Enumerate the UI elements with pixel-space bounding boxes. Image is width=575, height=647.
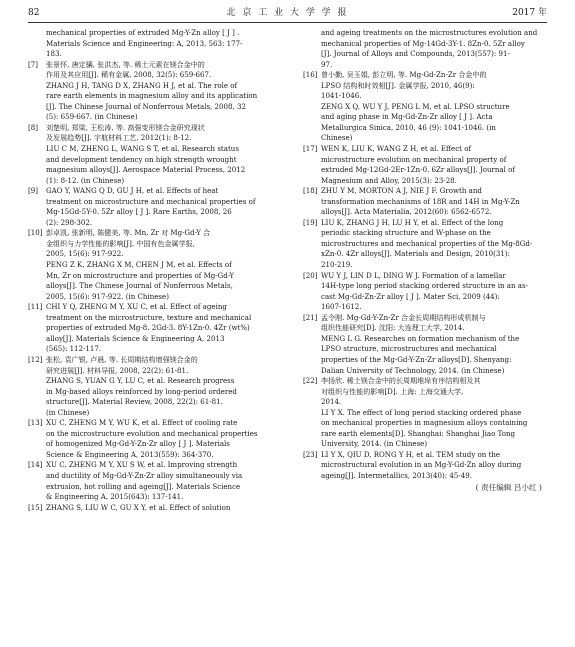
page-number: 82: [28, 8, 40, 18]
reference-entry: [28, 418, 275, 460]
reference-text-line: mechanical properties of Mg-14Gd-3Y-1. 8Zn-0. 5Zr alloy: [321, 38, 525, 48]
reference-line: [303, 450, 550, 461]
reference-text-line: microstructures and mechanical properties of the Mg-8Gd-: [321, 238, 533, 248]
reference-text-line: [J]. The Chinese Journal of Nonferrous Metals, 2008, 32: [46, 101, 246, 111]
reference-text-line: 张松, 袁广银, 卢晨, 等. 长周期结构增强镁合金的: [46, 354, 198, 364]
reference-text-line: 金组织与力学性能的影响[J]. 中国有色金属学报,: [46, 238, 195, 248]
header-rule: [28, 22, 547, 23]
reference-number: [11]: [28, 302, 43, 312]
reference-text-line: ageing[J]. Intermetallics, 2013(40): 45-49.: [321, 470, 472, 480]
reference-text-line: 刘楚明, 郑梁, 王松涛, 等. 高强变形镁合金研究现状: [46, 122, 205, 132]
reference-number: [10]: [28, 228, 43, 238]
reference-text-line: of homogenized Mg-Gd-Y-Zn-Zr alloy [ J ]. Materials: [46, 439, 230, 449]
reference-text-line: and aging phase in Mg-Gd-Zn-Zr alloy [ J ]. Acta: [321, 112, 493, 122]
reference-text-line: MENG L G. Researches on formation mechanism of the: [321, 333, 520, 343]
reference-text-line: 组织性能研究[D]. 沈阳: 大连理工大学, 2014.: [321, 323, 465, 333]
reference-entry: [303, 450, 550, 482]
reference-text-line: Magnesium and Alloy, 2015(3): 23-28.: [321, 175, 457, 185]
page-header: [28, 6, 547, 20]
reference-text-line: ZHANG S, LIU W C, GU X Y, et al. Effect of solution: [46, 502, 231, 512]
reference-text-line: 孟令刚. Mg-Gd-Y-Zn-Zr 合金长周期结构形成机制与: [321, 312, 486, 322]
reference-number: [23]: [303, 449, 318, 459]
reference-line: [28, 302, 275, 313]
reference-text-line: XU C, ZHENG M Y, XU S W, et al. Improving strength: [46, 460, 238, 470]
reference-text-line: 及发展趋势[J]. 宇航材料工艺, 2012(1): 8-12.: [46, 133, 192, 143]
reference-number: [9]: [28, 186, 38, 196]
reference-text-line: transformation mechanisms of 18R and 14H in Mg-Y-Zn: [321, 196, 520, 206]
reference-text-line: LI Y X, QIU D, RONG Y H, et al. TEM study on the: [321, 449, 501, 459]
reference-text-line: 曾小勤, 吴玉娟, 彭立明, 等. Mg-Gd-Zn-Zr 合金中的: [321, 70, 487, 80]
reference-text-line: ZENG X Q, WU Y J, PENG L M, et al. LPSO structure: [321, 101, 510, 111]
reference-text-line: 彭卓凯, 张新明, 陈健美, 等. Mn, Zr 对 Mg-Gd-Y 合: [46, 228, 211, 238]
reference-text-line: WU Y J, LIN D L, DING W J. Formation of a lamellar: [321, 270, 506, 280]
reference-text-line: 研究进展[J]. 材料导报, 2008, 22(2): 61-81.: [46, 365, 189, 375]
reference-number: [8]: [28, 122, 38, 132]
reference-text-line: structure[J]. Material Review, 2008, 22(2): 61-81.: [46, 397, 223, 407]
reference-text-line: [J]. Journal of Alloys and Compounds, 2013(557): 91-: [321, 49, 510, 59]
reference-text-line: mechanical properties of extruded Mg-Y-Zn alloy [ J ] .: [46, 28, 240, 37]
reference-line: [303, 70, 550, 81]
reference-text-line: periodic stacking structure and W-phase on the: [321, 228, 491, 238]
reference-text-line: on the microstructure evolution and mechanical properties: [46, 428, 258, 438]
reference-text-line: and ageing treatments on the microstructures evolution and: [321, 28, 538, 37]
reference-text-line: 1607-1612.: [321, 302, 362, 312]
reference-text-line: in Mg-based alloys reinforced by long-period ordered: [46, 386, 237, 396]
reference-text-line: 2005, 15(6): 917-922. (in Chinese): [46, 291, 169, 301]
reference-line: [303, 313, 550, 324]
reference-text-line: LIU K, ZHANG J H, LU H Y, et al. Effect of the long: [321, 217, 504, 227]
reference-text-line: GAO Y, WANG Q D, GU J H, et al. Effects of heat: [46, 186, 219, 196]
reference-line: [28, 60, 275, 71]
reference-entry: [303, 144, 550, 186]
reference-text-line: Metallurgica Sinica, 2010, 46 (9): 1041-1046. (in: [321, 122, 496, 132]
reference-text-line: ZHU Y M, MORTON A J, NIE J F. Growth and: [321, 186, 482, 196]
reference-number: [14]: [28, 460, 43, 470]
reference-text-line: XU C, ZHENG M Y, WU K, et al. Effect of cooling rate: [46, 418, 238, 428]
reference-text-line: CHI Y Q, ZHENG M Y, XU C, et al. Effect of ageing: [46, 302, 227, 312]
reference-text-line: ZHANG J H, TANG D X, ZHANG H J, et al. The role of: [46, 80, 238, 90]
reference-text-line: Science & Engineering A, 2013(559): 364-370.: [46, 449, 214, 459]
reference-line: [303, 271, 550, 282]
reference-line: [28, 228, 275, 239]
reference-text-line: extrusion, hot rolling and ageing[J]. Materials Science: [46, 481, 241, 491]
reference-text-line: (in Chinese): [46, 407, 90, 417]
reference-text-line: 183.: [46, 49, 62, 59]
reference-number: [12]: [28, 354, 43, 364]
reference-line: [28, 418, 275, 429]
reference-text-line: 2005, 15(6): 917-922.: [46, 249, 124, 259]
reference-number: [19]: [303, 217, 318, 227]
reference-text-line: microstructure evolution on mechanical property of: [321, 154, 507, 164]
reference-text-line: LPSO 结构和时效相[J]. 金属学报, 2010, 46(9):: [321, 80, 475, 90]
reference-entry: [28, 503, 275, 514]
reference-number: [7]: [28, 59, 38, 69]
reference-number: [21]: [303, 312, 318, 322]
reference-line: [303, 218, 550, 229]
reference-number: [20]: [303, 270, 318, 280]
reference-number: [15]: [28, 502, 43, 512]
reference-text-line: 97.: [321, 59, 333, 69]
reference-text-line: extruded Mg-12Gd-2Er-1Zn-0. 6Zr alloys[J]. Journal of: [321, 165, 515, 175]
reference-text-line: University, 2014. (in Chinese): [321, 439, 428, 449]
reference-text-line: 14H-type long period stacking ordered structure in an as-: [321, 281, 528, 291]
reference-entry: [28, 302, 275, 355]
reference-line: [28, 460, 275, 471]
reference-text-line: (5): 659-667. (in Chinese): [46, 112, 138, 122]
reference-text-line: Mn, Zr on microstructure and properties of Mg-Gd-Y: [46, 270, 235, 280]
reference-text-line: LPSO structure, microstructures and mechanical: [321, 344, 497, 354]
reference-text-line: 1041-1046.: [321, 91, 362, 101]
reference-entry: [303, 271, 550, 313]
reference-entry: [303, 313, 550, 376]
reference-number: [22]: [303, 376, 318, 386]
reference-number: [18]: [303, 186, 318, 196]
reference-text-line: on mechanical properties in magnesium alloys containing: [321, 418, 528, 428]
reference-text-line: LI Y X. The effect of long period stacking ordered phase: [321, 407, 522, 417]
reference-text-line: ZHANG S, YUAN G Y, LU C, et al. Research progress: [46, 376, 235, 386]
reference-entry: [28, 355, 275, 418]
reference-text-line: alloys[J]. Acta Materialia, 2012(60): 6562-6572.: [321, 207, 492, 217]
reference-text-line: (1): 8-12. (in Chinese): [46, 175, 125, 185]
reference-number: [17]: [303, 144, 318, 154]
reference-text-line: 2014.: [321, 397, 342, 407]
journal-title: 北 京 工 业 大 学 学 报: [226, 8, 349, 18]
reference-entry: [28, 186, 275, 228]
reference-text-line: cast Mg-Gd-Zn-Zr alloy [ J ]. Mater Sci, 2009 (44):: [321, 291, 500, 301]
reference-text-line: and ductility of Mg-Gd-Y-Zn-Zr alloy simultaneously via: [46, 470, 243, 480]
reference-text-line: (565): 112-117.: [46, 344, 102, 354]
reference-text-line: 对组织与性能的影响[D]. 上海: 上海交通大学,: [321, 386, 464, 396]
reference-text-line: Materials Science and Engineering: A, 2013, 563: 177-: [46, 38, 243, 48]
editor-note: ( 责任编辑 吕小红 ): [475, 482, 542, 492]
reference-text-line: & Engineering A, 2015(643): 137-141.: [46, 492, 184, 502]
reference-text-line: and development tendency on high strength wrought: [46, 154, 237, 164]
reference-line: [28, 186, 275, 197]
reference-line: [303, 144, 550, 155]
reference-line: [303, 376, 550, 387]
reference-text-line: (2): 298-302.: [46, 217, 93, 227]
reference-entry: [303, 218, 550, 271]
reference-text-line: Mg-15Gd-5Y-0. 5Zr alloy [ J ]. Rare Earths, 2008, 26: [46, 207, 232, 217]
reference-text-line: 张景怀, 唐定骧, 张洪杰, 等. 稀土元素在镁合金中的: [46, 59, 205, 69]
reference-entry: [28, 460, 275, 502]
left-reference-column: [28, 28, 275, 513]
reference-text-line: WEN K, LIU K, WANG Z H, et al. Effect of: [321, 144, 472, 154]
reference-number: [13]: [28, 418, 43, 428]
reference-line: [303, 186, 550, 197]
publication-year: 2017 年: [512, 8, 547, 18]
reference-text-line: xZn-0. 4Zr alloys[J]. Materials and Design, 2010(31):: [321, 249, 510, 259]
reference-entry: [303, 376, 550, 450]
reference-line: [28, 123, 275, 134]
reference-text-line: microstructural evolution in an Mg-Y-Gd-Zn alloy during: [321, 460, 522, 470]
reference-text-line: magnesium alloys[J]. Aerospace Material Process, 2012: [46, 165, 246, 175]
reference-line: [28, 355, 275, 366]
reference-number: [16]: [303, 70, 318, 80]
reference-entry: [28, 123, 275, 186]
reference-text-line: LIU C M, ZHENG L, WANG S T, et al. Research status: [46, 144, 239, 154]
reference-line: [28, 503, 275, 514]
reference-text-line: properties of the Mg-Gd-Y-Zn-Zr alloys[D]. Shenyang:: [321, 354, 512, 364]
reference-text-line: properties of extruded Mg-8. 2Gd-3. 8Y-1Zn-0. 4Zr (wt%): [46, 323, 250, 333]
reference-text-line: PENG Z K, ZHANG X M, CHEN J M, et al. Effects of: [46, 260, 232, 270]
reference-text-line: Dalian University of Technology, 2014. (in Chinese): [321, 365, 505, 375]
reference-text-line: 作用及其应用[J]. 稀有金属, 2008, 32(5): 659-667.: [46, 70, 212, 80]
reference-text-line: 210-219.: [321, 260, 353, 270]
reference-text-line: Chinese): [321, 133, 353, 143]
reference-text-line: alloys[J]. The Chinese Journal of Nonferrous Metals,: [46, 281, 233, 291]
reference-entry: [28, 60, 275, 123]
reference-entry: [28, 228, 275, 302]
reference-text-line: 李扬欣. 稀土镁合金中的长周期堆垛有序结构相及其: [321, 376, 481, 386]
reference-entry: [303, 70, 550, 144]
reference-entry: [303, 186, 550, 218]
reference-entry: [28, 28, 275, 60]
reference-text-line: treatment on the microstructure, texture and mechanical: [46, 312, 252, 322]
reference-text-line: alloy[J]. Materials Science & Engineering A, 2013: [46, 333, 225, 343]
reference-text-line: rare earth elements[D]. Shanghai: Shanghai Jiao Tong: [321, 428, 516, 438]
reference-text-line: treatment on microstructure and mechanical properties of: [46, 196, 256, 206]
reference-entry: [303, 28, 550, 70]
right-reference-column: [303, 28, 550, 493]
reference-text-line: rare earth elements in magnesium alloy and its application: [46, 91, 258, 101]
